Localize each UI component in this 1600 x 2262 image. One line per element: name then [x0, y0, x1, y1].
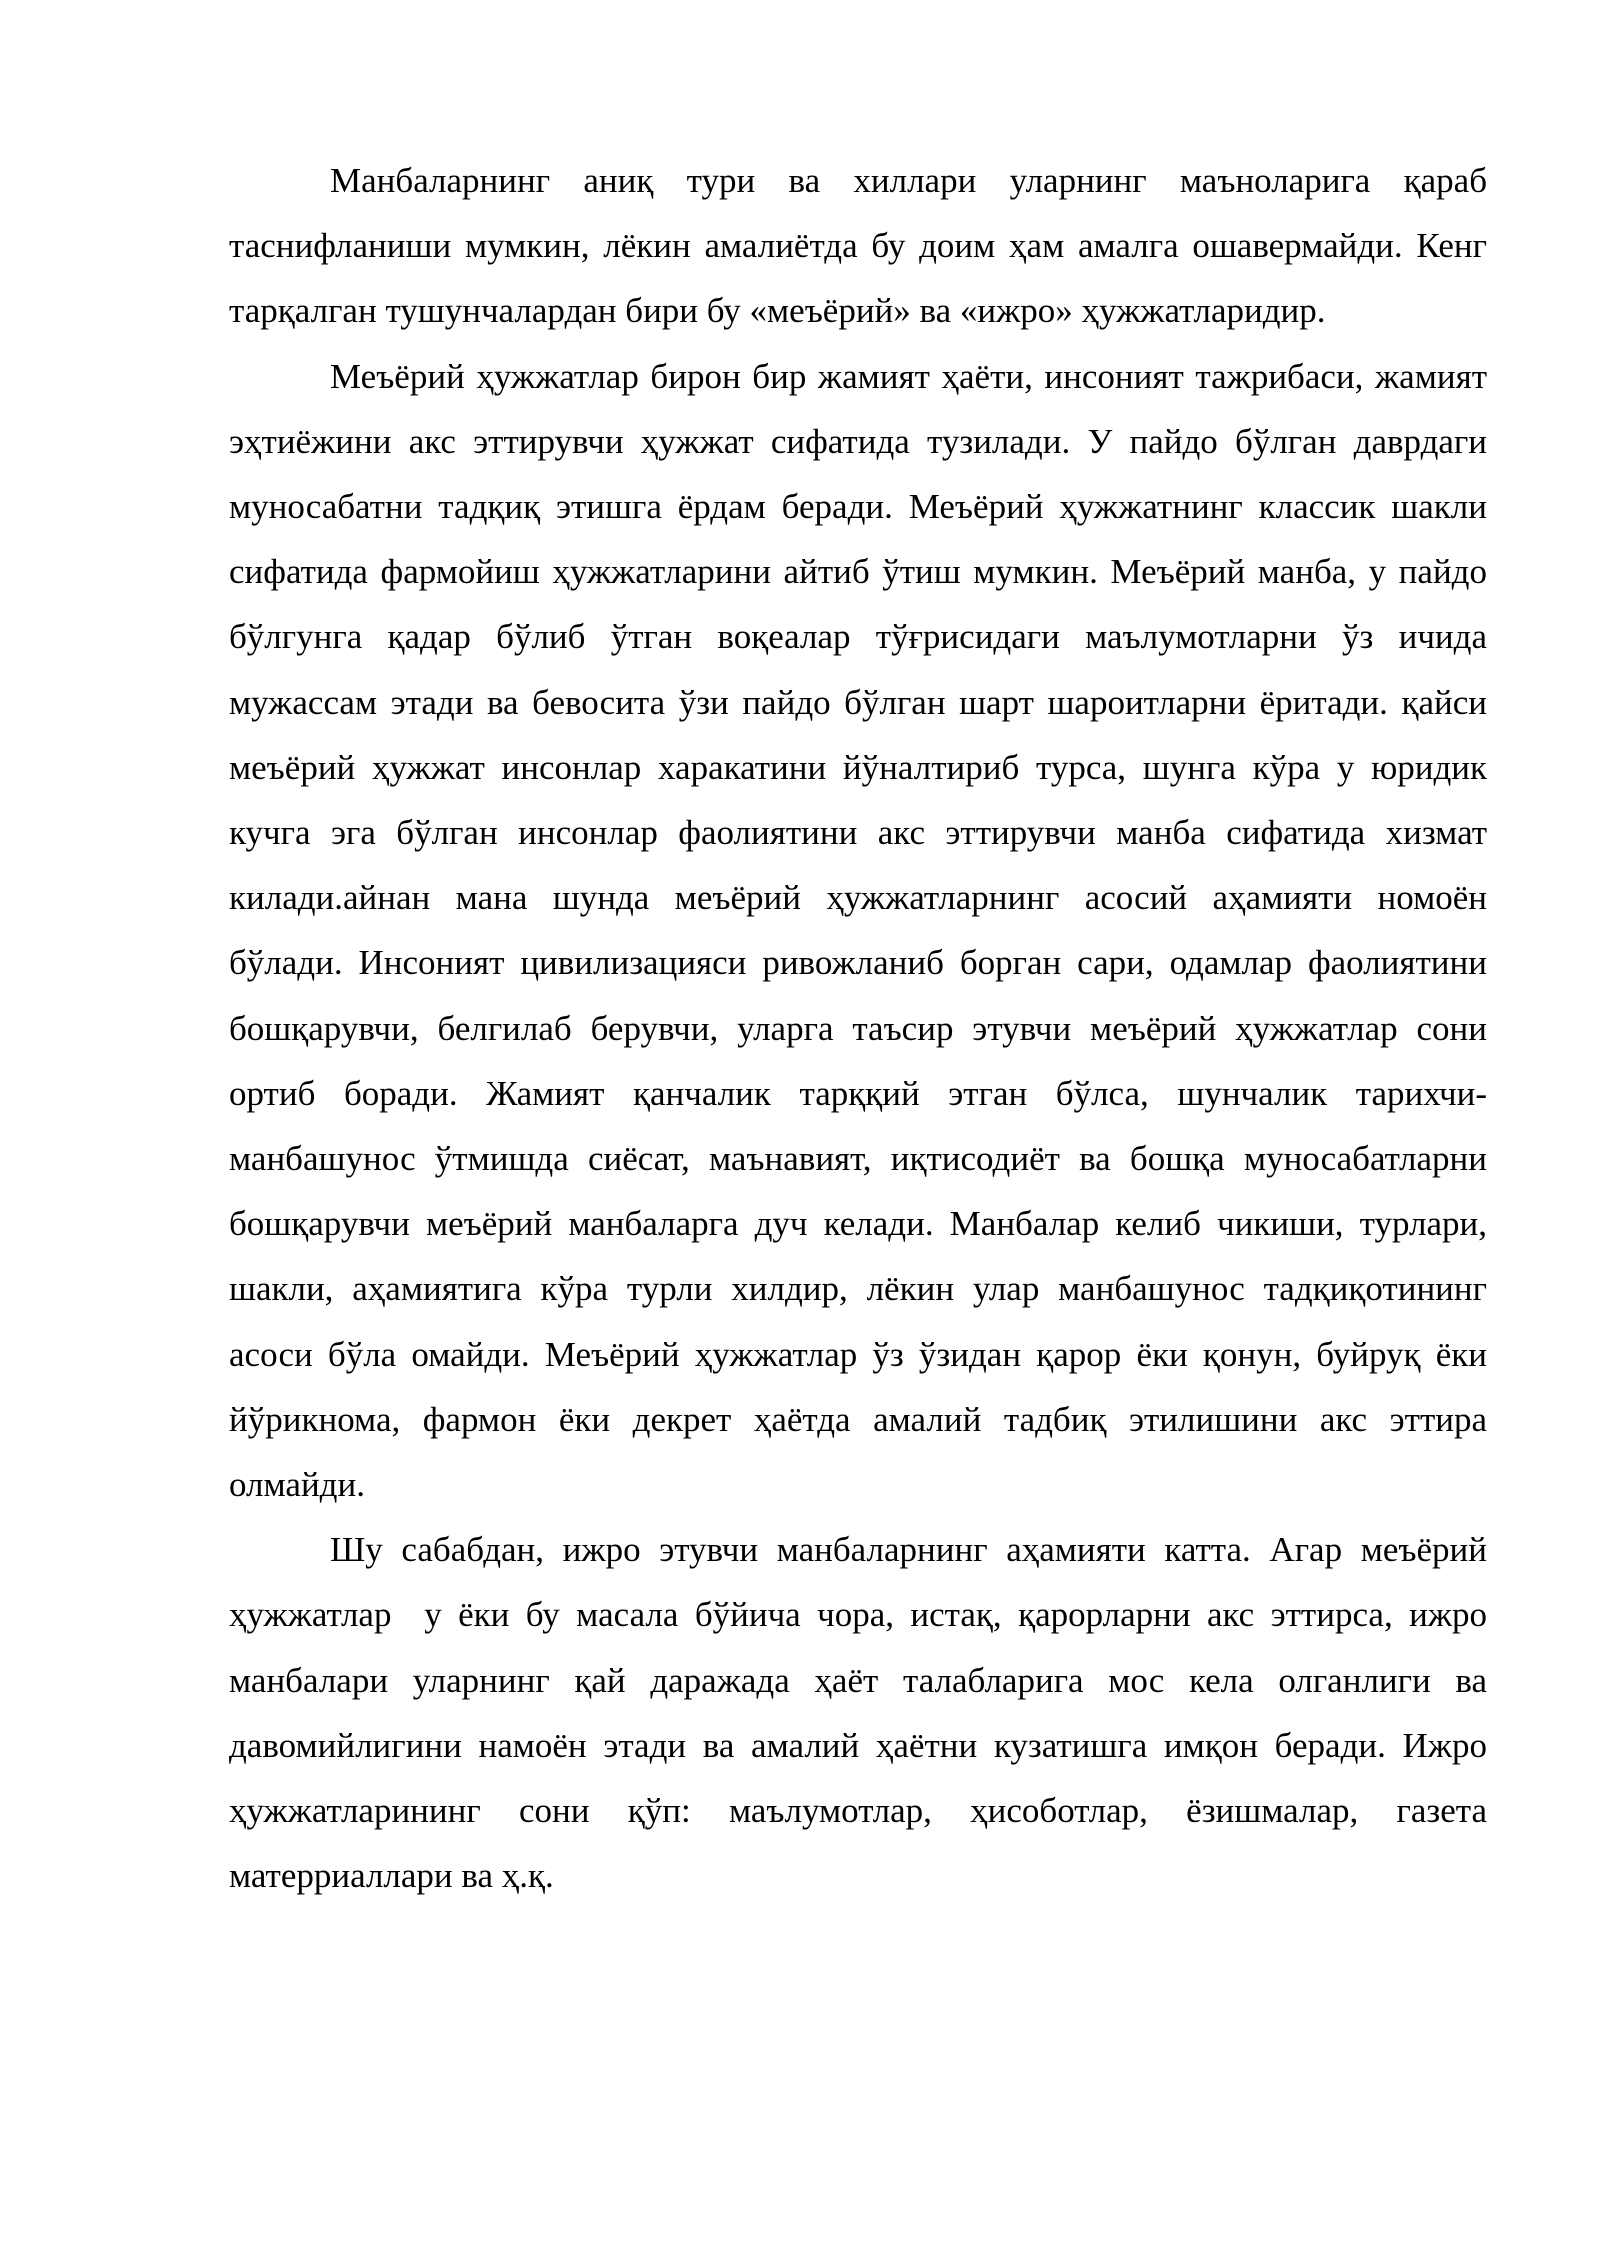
paragraph-3: Шу сабабдан, ижро этувчи манбаларнинг аҳамияти катта. Агар меъёрий ҳужжатлар у ёки бу масала бўйича чора, истақ, қарорларни акс эттирса, ижро манбалари уларнинг қай даражада ҳаёт талабларига мос кела олганлиги ва давомийлигини намоён этади ва амалий ҳаётни кузатишга имқон беради. Ижро ҳужжатларининг сони қўп: маълумотлар, ҳисоботлар, ёзишмалар, газета матерриаллари ва ҳ.қ.: [229, 1530, 1496, 1896]
paragraph-1: Манбаларнинг аниқ тури ва хиллари уларнинг маъноларига қараб таснифланиши мумкин, лёкин амалиётда бу доим ҳам амалга ошавермайди. Кенг тарқалган тушунчалардан бири бу «меъёрий» ва «ижро» ҳужжатларидир.: [229, 161, 1496, 331]
paragraph-2: Меъёрий ҳужжатлар бирон бир жамият ҳаёти, инсоният тажрибаси, жамият эҳтиёжини акс эттирувчи ҳужжат сифатида тузилади. У пайдо бўлган даврдаги муносабатни тадқиқ этишга ёрдам беради. Меъёрий ҳужжатнинг классик шакли сифатида фармойиш ҳужжатларини айтиб ўтиш мумкин. Меъёрий манба, у пайдо бўлгунга қадар бўлиб ўтган воқеалар тўғрисидаги маълумотларни ўз ичида мужассам этади ва бевосита ўзи пайдо бўлган шарт шароитларни ёритади. қайси меъёрий ҳужжат инсонлар харакатини йўналтириб турса, шунга кўра у юридик кучга эга бўлган инсонлар фаолиятини акс эттирувчи манба сифатида хизмат килади.айнан мана шунда меъёрий ҳужжатларнинг асосий аҳамияти номоён бўлади. Инсоният цивилизацияси ривожланиб борган сари, одамлар фаолиятини бошқарувчи, белгилаб берувчи, уларга таъсир этувчи меъёрий ҳужжатлар сони ортиб боради. Жамият қанчалик тарққий этган бўлса, шунчалик тарихчи-манбашунос ўтмишда сиёсат, маънавият, иқтисодиёт ва бошқа муносабатларни бошқарувчи меъёрий манбаларга дуч келади. Манбалар келиб чикиши, турлари, шакли, аҳамиятига кўра турли хилдир, лёкин улар манбашунос тадқиқотининг асоси бўла омайди. Меъёрий ҳужжатлар ўз ўзидан қарор ёки қонун, буйруқ ёки йўрикнома, фармон ёки декрет ҳаётда амалий тадбиқ этилишини акс эттира олмайди.: [229, 356, 1496, 1505]
document-body: [229, 148, 1496, 1908]
